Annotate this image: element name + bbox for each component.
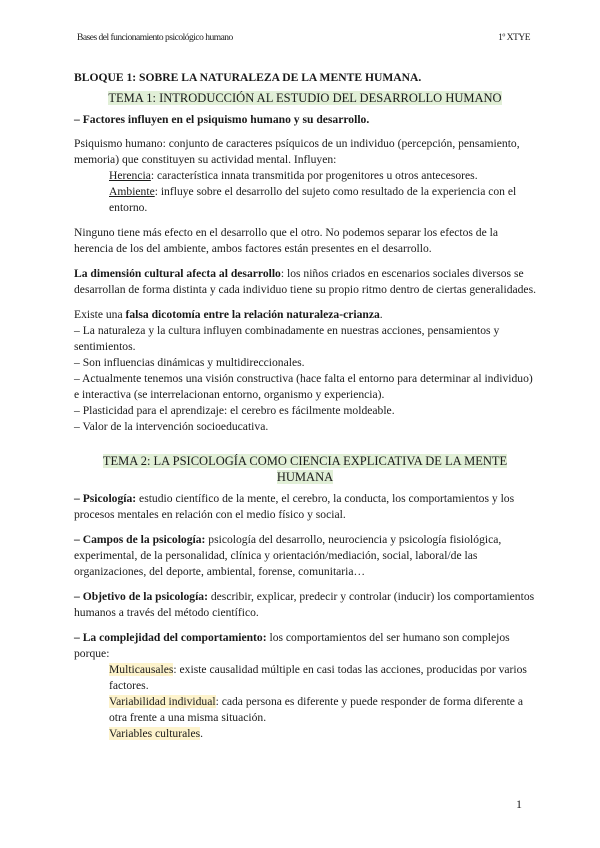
list-item: – Plasticidad para el aprendizaje: el cerebro es fácilmente moldeable. — [74, 404, 395, 417]
list-item: – Actualmente tenemos una visión constructiva (hace falta el entorno para determinar al individuo) e interactiva (se interrelacionan entorno, organismo y experiencia). — [74, 372, 533, 401]
list-item: – Son influencias dinámicas y multidireccionales. — [74, 356, 305, 369]
multicausales-item: Multicausales: existe causalidad múltiple en casi todas las acciones, producidas por varios factores. — [109, 663, 527, 692]
multicausales-term: Multicausales — [109, 663, 174, 676]
tema1-title: TEMA 1: INTRODUCCIÓN AL ESTUDIO DEL DESARROLLO HUMANO — [108, 91, 502, 105]
ambiente-term: Ambiente — [109, 185, 155, 198]
document-body — [74, 70, 536, 742]
block-title: BLOQUE 1: SOBRE LA NATURALEZA DE LA MENTE HUMANA. — [74, 71, 422, 84]
dicotomia-paragraph: Existe una falsa dicotomía entre la relación naturaleza-crianza. — [74, 308, 383, 321]
campos-paragraph: – Campos de la psicología: psicología del desarrollo, neurociencia y psicología fisiológica, experimental, de la personalidad, clínica y orientación/mediación, social, laboral/de las organizaciones, del deporte, ambiental, forense, comunitaria… — [74, 533, 502, 578]
ninguno-paragraph: Ninguno tiene más efecto en el desarrollo que el otro. No podemos separar los efectos de la herencia de los del ambiente, ambos factores están presentes en el desarrollo. — [74, 226, 498, 255]
list-item: – Valor de la intervención socioeducativa. — [74, 420, 269, 433]
page-number: 1 — [516, 797, 522, 811]
psicologia-paragraph: – Psicología: estudio científico de la mente, el cerebro, la conducta, los comportamientos y los procesos mentales en relación con el medio físico y social. — [74, 492, 515, 521]
tema2-title: TEMA 2: LA PSICOLOGÍA COMO CIENCIA EXPLICATIVA DE LA MENTE HUMANA — [102, 454, 508, 484]
list-item: – La naturaleza y la cultura influyen combinadamente en nuestras acciones, pensamientos y sentimientos. — [74, 324, 500, 353]
factores-heading: – Factores influyen en el psiquismo humano y su desarrollo. — [74, 113, 370, 126]
herencia-term: Herencia — [109, 169, 151, 182]
psiquismo-paragraph: Psiquismo humano: conjunto de caracteres psíquicos de un individuo (percepción, pensamiento, memoria) que constituyen su actividad mental. Influyen: — [74, 137, 520, 166]
ambiente-item: Ambiente: influye sobre el desarrollo del sujeto como resultado de la experiencia con el entorno. — [109, 185, 517, 214]
variabilidad-term: Variabilidad individual — [109, 695, 216, 708]
objetivo-paragraph: – Objetivo de la psicología: describir, explicar, predecir y controlar (inducir) los comportamientos humanos a través del método científico. — [74, 590, 535, 619]
complejidad-paragraph: – La complejidad del comportamiento: los comportamientos del ser humano son complejos porque: — [74, 631, 510, 660]
variabilidad-item: Variabilidad individual: cada persona es diferente y puede responder de forma diferente a otra frente a una misma situación. — [109, 695, 523, 724]
cultural-paragraph: La dimensión cultural afecta al desarrollo: los niños criados en escenarios sociales diversos se desarrollan de forma distinta y cada individuo tiene su propio ritmo dentro de ciertas generalidades. — [74, 267, 536, 296]
header-group: 1º XTYE — [498, 33, 530, 43]
variables-item: Variables culturales. — [109, 727, 204, 740]
herencia-item: Herencia: característica innata transmitida por progenitores u otros antecesores. — [109, 169, 478, 182]
variables-term: Variables culturales — [109, 727, 201, 740]
header-course-title: Bases del funcionamiento psicológico humano — [77, 33, 233, 43]
